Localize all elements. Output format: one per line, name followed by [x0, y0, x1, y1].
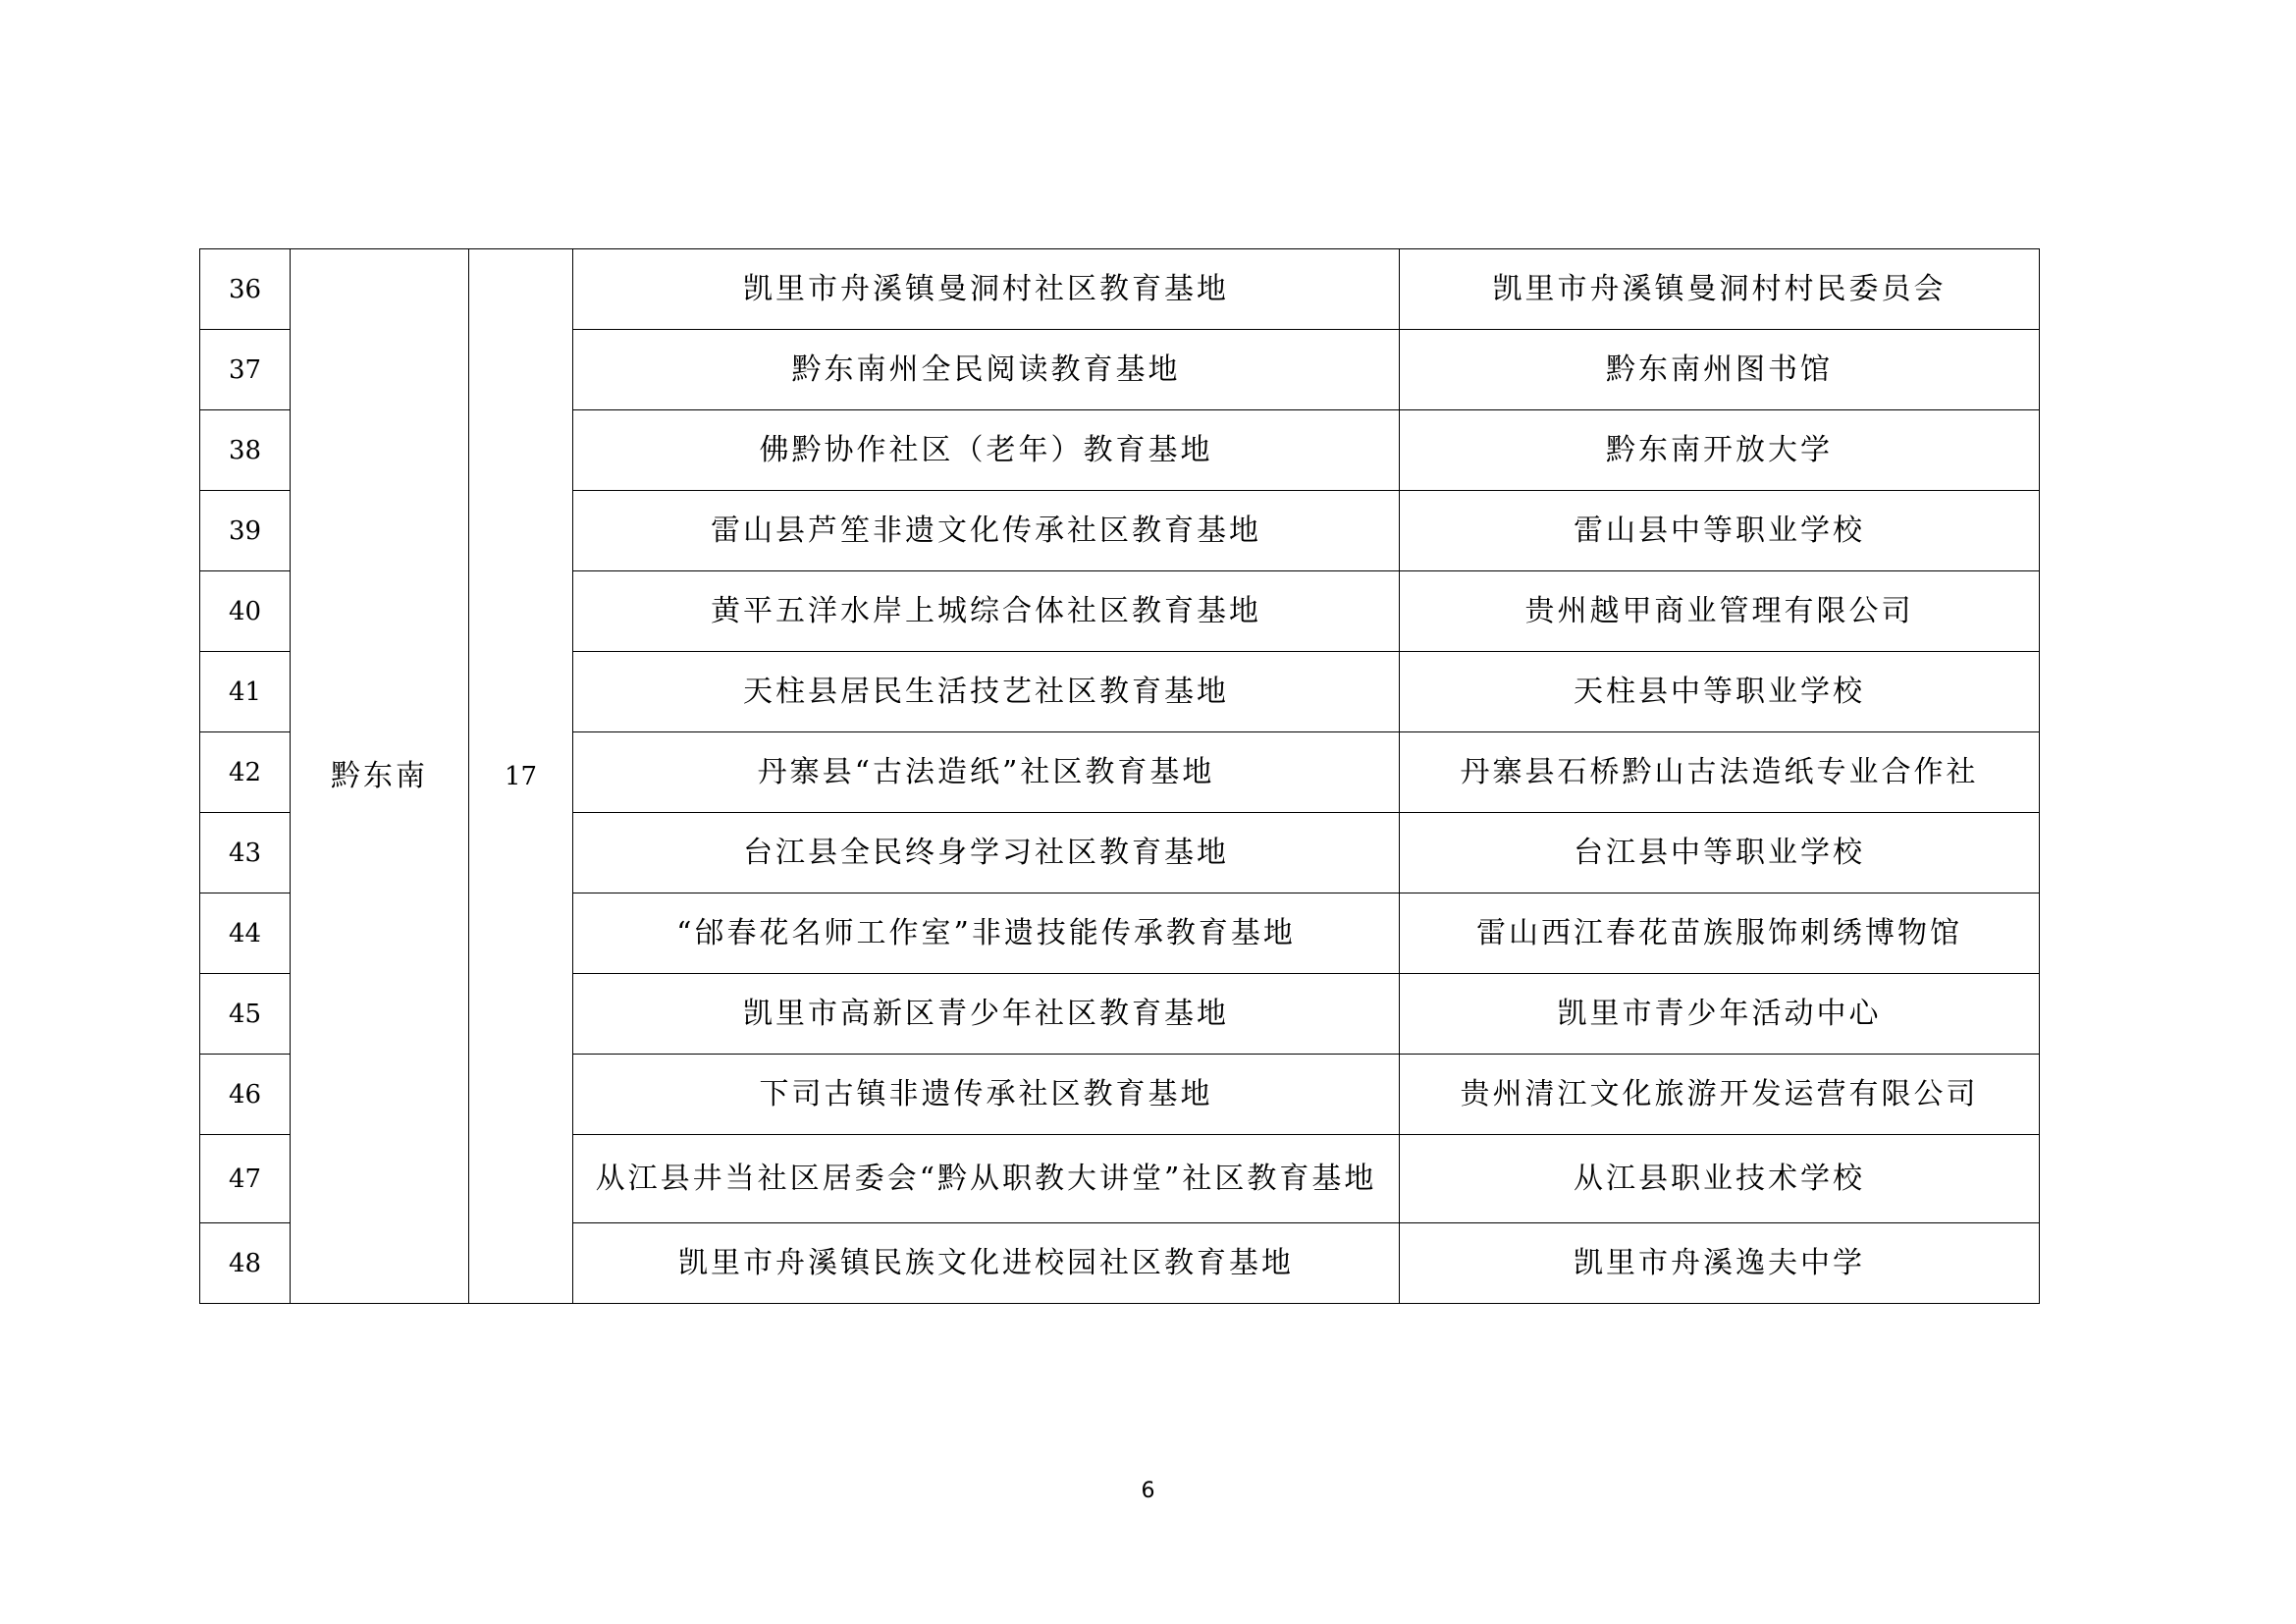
- base-name-cell: 丹寨县“古法造纸”社区教育基地: [573, 732, 1400, 813]
- unit-name-cell: 天柱县中等职业学校: [1400, 652, 2040, 732]
- base-name-cell: 佛黔协作社区（老年）教育基地: [573, 410, 1400, 491]
- row-number: 47: [200, 1135, 291, 1223]
- region-cell: 黔东南: [291, 249, 469, 1304]
- row-number: 41: [200, 652, 291, 732]
- base-name-cell: 天柱县居民生活技艺社区教育基地: [573, 652, 1400, 732]
- row-number: 48: [200, 1223, 291, 1304]
- row-number: 39: [200, 491, 291, 571]
- base-name-cell: 雷山县芦笙非遗文化传承社区教育基地: [573, 491, 1400, 571]
- row-number: 36: [200, 249, 291, 330]
- table-row: [200, 249, 2040, 330]
- row-number: 40: [200, 571, 291, 652]
- unit-name-cell: 凯里市舟溪镇曼洞村村民委员会: [1400, 249, 2040, 330]
- count-cell: 17: [469, 249, 573, 1304]
- base-name-cell: 从江县井当社区居委会“黔从职教大讲堂”社区教育基地: [573, 1135, 1400, 1223]
- base-name-cell: 凯里市舟溪镇曼洞村社区教育基地: [573, 249, 1400, 330]
- unit-name-cell: 凯里市青少年活动中心: [1400, 974, 2040, 1055]
- unit-name-cell: 贵州越甲商业管理有限公司: [1400, 571, 2040, 652]
- education-base-table: [199, 248, 2040, 1304]
- row-number: 44: [200, 893, 291, 974]
- unit-name-cell: 台江县中等职业学校: [1400, 813, 2040, 893]
- unit-name-cell: 凯里市舟溪逸夫中学: [1400, 1223, 2040, 1304]
- page-number: 6: [1141, 1479, 1155, 1503]
- unit-name-cell: 黔东南州图书馆: [1400, 330, 2040, 410]
- unit-name-cell: 雷山西江春花苗族服饰刺绣博物馆: [1400, 893, 2040, 974]
- base-name-cell: 凯里市舟溪镇民族文化进校园社区教育基地: [573, 1223, 1400, 1304]
- unit-name-cell: 贵州清江文化旅游开发运营有限公司: [1400, 1055, 2040, 1135]
- base-name-cell: 台江县全民终身学习社区教育基地: [573, 813, 1400, 893]
- base-name-cell: 凯里市高新区青少年社区教育基地: [573, 974, 1400, 1055]
- base-name-cell: 黄平五洋水岸上城综合体社区教育基地: [573, 571, 1400, 652]
- row-number: 46: [200, 1055, 291, 1135]
- unit-name-cell: 雷山县中等职业学校: [1400, 491, 2040, 571]
- row-number: 43: [200, 813, 291, 893]
- base-name-cell: “邰春花名师工作室”非遗技能传承教育基地: [573, 893, 1400, 974]
- unit-name-cell: 丹寨县石桥黔山古法造纸专业合作社: [1400, 732, 2040, 813]
- base-name-cell: 黔东南州全民阅读教育基地: [573, 330, 1400, 410]
- base-name-cell: 下司古镇非遗传承社区教育基地: [573, 1055, 1400, 1135]
- row-number: 42: [200, 732, 291, 813]
- row-number: 45: [200, 974, 291, 1055]
- unit-name-cell: 从江县职业技术学校: [1400, 1135, 2040, 1223]
- row-number: 37: [200, 330, 291, 410]
- row-number: 38: [200, 410, 291, 491]
- unit-name-cell: 黔东南开放大学: [1400, 410, 2040, 491]
